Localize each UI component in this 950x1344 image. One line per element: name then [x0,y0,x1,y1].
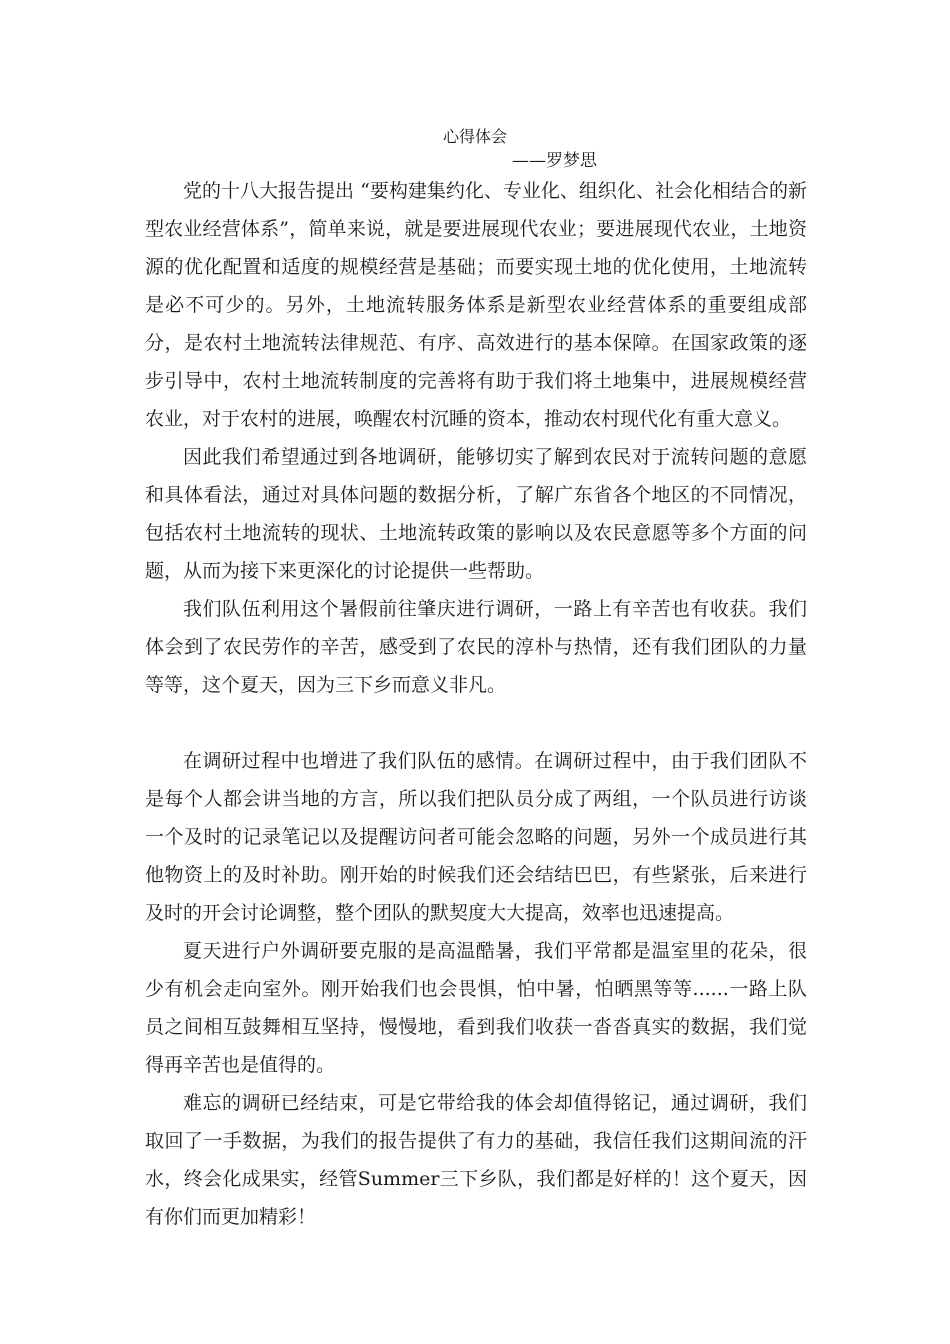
document-author: ——罗梦思 [512,151,597,171]
paragraph-2: 因此我们希望通过到各地调研，能够切实了解到农民对于流转问题的意愿和具体看法，通过对具体问题的数据分析，了解广东省各个地区的不同情况，包括农村土地流转的现状、土地流转政策的影响以及农民意愿等多个方面的问题，从而为接下来更深化的讨论提供一些帮助。 [145,446,807,582]
paragraph-spacer [145,704,807,742]
paragraph-1: 党的十八大报告提出 “要构建集约化、专业化、组织化、社会化相结合的新型农业经营体系”，简单来说，就是要进展现代农业；要进展现代农业，土地资源的优化配置和适度的规模经营是基础；而要实现土地的优化使用，土地流转是必不可少的。另外，土地流转服务体系是新型农业经营体系的重要组成部分，是农村土地流转法律规范、有序、高效进行的基本保障。在国家政策的逐步引导中，农村土地流转制度的完善将有助于我们将土地集中，进展规模经营农业，对于农村的进展，唤醒农村沉睡的资本，推动农村现代化有重大意义。 [145,180,807,430]
paragraph-5: 夏天进行户外调研要克服的是高温酷暑，我们平常都是温室里的花朵，很少有机会走向室外。刚开始我们也会畏惧，怕中暑，怕晒黑等等......一路上队员之间相互鼓舞相互坚持，慢慢地，看到我们收获一沓沓真实的数据，我们觉得再辛苦也是值得的。 [145,940,807,1076]
paragraph-6: 难忘的调研已经结束，可是它带给我的体会却值得铭记，通过调研，我们取回了一手数据，为我们的报告提供了有力的基础，我信任我们这期间流的汗水，终会化成果实，经管Summer三下乡队，我们都是好样的！这个夏天，因有你们而更加精彩！ [145,1092,807,1228]
document-title: 心得体会 [442,127,507,146]
document-body [145,172,807,1236]
paragraph-3: 我们队伍利用这个暑假前往肇庆进行调研，一路上有辛苦也有收获。我们体会到了农民劳作的辛苦，感受到了农民的淳朴与热情，还有我们团队的力量等等，这个夏天，因为三下乡而意义非凡。 [145,598,807,696]
paragraph-4: 在调研过程中也增进了我们队伍的感情。在调研过程中，由于我们团队不是每个人都会讲当地的方言，所以我们把队员分成了两组，一个队员进行访谈一个及时的记录笔记以及提醒访问者可能会忽略的问题，另外一个成员进行其他物资上的及时补助。刚开始的时候我们还会结结巴巴，有些紧张，后来进行及时的开会讨论调整，整个团队的默契度大大提高，效率也迅速提高。 [145,750,807,924]
